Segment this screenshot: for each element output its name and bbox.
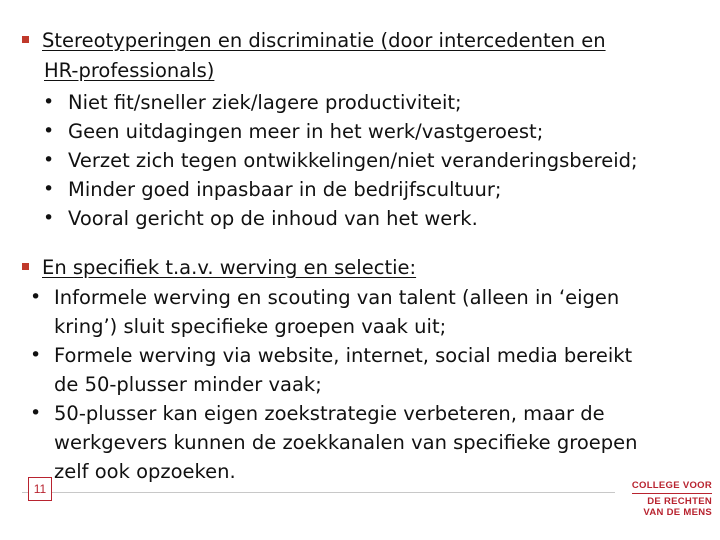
section-1-bullet-list (44, 88, 638, 233)
list-item-text: Vooral gericht op de inhoud van het werk. (68, 207, 478, 230)
list-item-text: werkgevers kunnen de zoekkanalen van specifieke groepen (54, 431, 638, 454)
list-item-text: Niet fit/sneller ziek/lagere productiviteit; (68, 91, 462, 114)
list-item (44, 117, 638, 146)
list-item-text: Geen uitdagingen meer in het werk/vastgeroest; (68, 120, 544, 143)
square-bullet-icon (22, 36, 29, 43)
list-item-text: Informele werving en scouting van talent (alleen in ‘eigen (54, 286, 620, 309)
list-item-text: kring’) sluit specifieke groepen vaak uit; (54, 315, 447, 338)
bullet-icon: • (30, 344, 42, 366)
logo-line-3: VAN DE MENS (643, 507, 712, 518)
bullet-icon: • (30, 402, 42, 424)
list-item (44, 146, 638, 175)
logo-line-1: COLLEGE VOOR (631, 480, 712, 491)
bullet-icon: • (43, 120, 55, 142)
section-1-heading-line1: Stereotyperingen en discriminatie (door intercedenten en (42, 29, 606, 52)
list-item (44, 88, 638, 117)
bullet-icon: • (43, 91, 55, 113)
list-item-text: Verzet zich tegen ontwikkelingen/niet veranderingsbereid; (68, 149, 638, 172)
list-item (44, 175, 638, 204)
footer-divider (22, 492, 615, 493)
logo-divider (632, 493, 712, 494)
section-2-heading-text: En specifiek t.a.v. werving en selectie: (42, 256, 417, 279)
list-item (30, 399, 638, 486)
bullet-icon: • (43, 149, 55, 171)
organization-logo (620, 480, 712, 518)
section-1-heading-line2: HR-professionals) (44, 59, 215, 82)
list-item (44, 204, 638, 233)
square-bullet-icon (22, 263, 29, 270)
list-item-text: zelf ook opzoeken. (54, 460, 236, 483)
page-number: 11 (28, 477, 52, 501)
list-item (30, 341, 638, 399)
section-1-heading (22, 26, 606, 55)
list-item (30, 283, 638, 341)
list-item-text: Minder goed inpasbaar in de bedrijfscultuur; (68, 178, 502, 201)
section-2-bullet-list (30, 283, 638, 486)
section-2-heading (22, 253, 416, 282)
bullet-icon: • (43, 207, 55, 229)
logo-line-2: DE RECHTEN (647, 496, 712, 507)
list-item-text: de 50-plusser minder vaak; (54, 373, 322, 396)
list-item-text: Formele werving via website, internet, social media bereikt (54, 344, 633, 367)
bullet-icon: • (30, 286, 42, 308)
list-item-text: 50-plusser kan eigen zoekstrategie verbeteren, maar de (54, 402, 605, 425)
bullet-icon: • (43, 178, 55, 200)
